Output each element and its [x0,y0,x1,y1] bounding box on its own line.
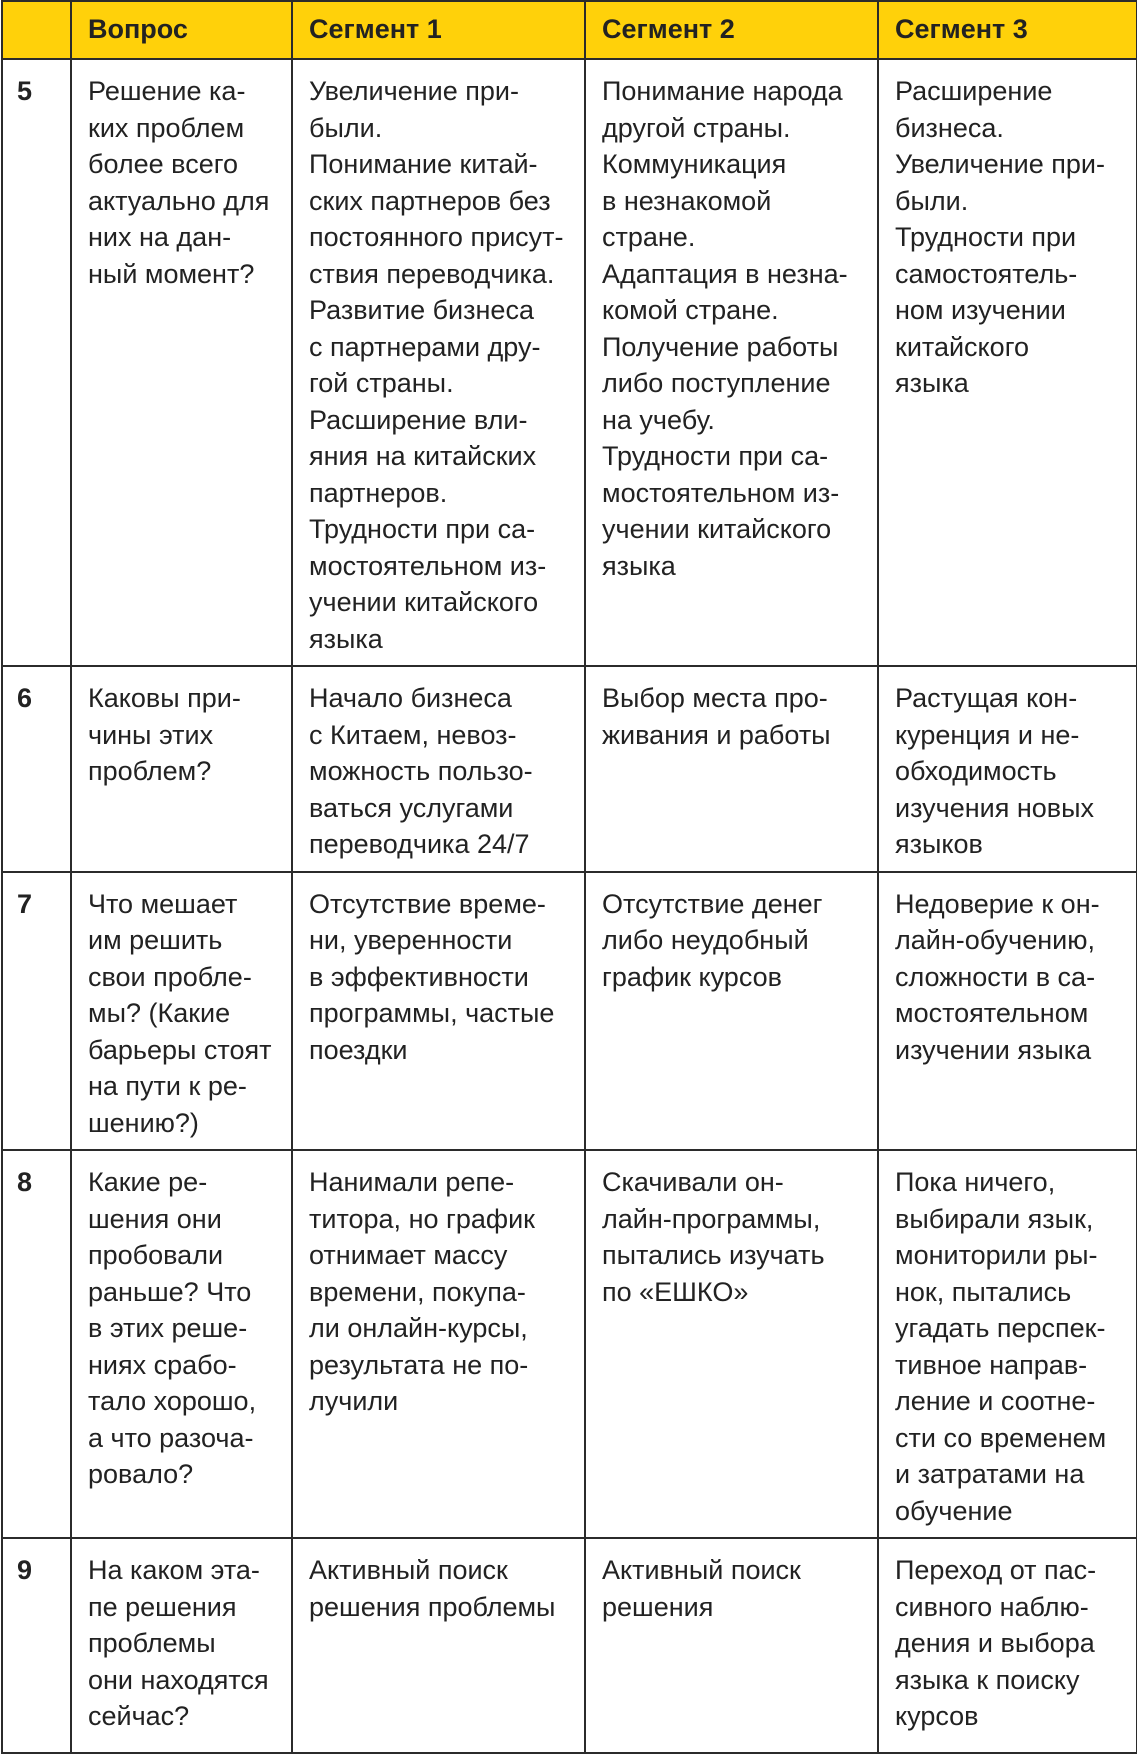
header-segment-2: Сегмент 2 [585,1,878,59]
segment-1-cell: Увеличение при- были. Понимание китай- ских партнеров без постоянного присут- ствия переводчика. Развитие бизнеса с партнерами дру- гой страны. Расширение вли- яния на китайских партнеров. Трудности при са- мостоятельном из- учении китайского языка [292,59,585,666]
row-number: 5 [2,59,71,666]
table-row [2,666,1137,872]
header-segment-1: Сегмент 1 [292,1,585,59]
segment-2-cell: Отсутствие денег либо неудобный график курсов [585,872,878,1151]
table-row [2,872,1137,1151]
segment-3-cell: Расширение бизнеса. Увеличение при- были. Трудности при самостоятель- ном изучении китайского языка [878,59,1137,666]
segment-2-cell: Активный поиск решения [585,1538,878,1753]
segment-1-cell: Начало бизнеса с Китаем, невоз- можность пользо- ваться услугами переводчика 24/7 [292,666,585,872]
table-row [2,1538,1137,1753]
segment-3-cell: Растущая кон- куренция и не- обходимость изучения новых языков [878,666,1137,872]
table-row [2,59,1137,666]
table-row [2,1150,1137,1538]
question-cell: Что мешает им решить свои пробле- мы? (Какие барьеры стоят на пути к ре- шению?) [71,872,292,1151]
segment-3-cell: Переход от пас- сивного наблю- дения и выбора языка к поиску курсов [878,1538,1137,1753]
header-number [2,1,71,59]
row-number: 9 [2,1538,71,1753]
segment-2-cell: Выбор места про- живания и работы [585,666,878,872]
table-header-row [2,1,1137,59]
header-question: Вопрос [71,1,292,59]
segment-1-cell: Нанимали репе- титора, но график отнимает массу времени, покупа- ли онлайн-курсы, результата не по- лучили [292,1150,585,1538]
header-segment-3: Сегмент 3 [878,1,1137,59]
segment-2-cell: Скачивали он- лайн-программы, пытались изучать по «ЕШКО» [585,1150,878,1538]
question-cell: Каковы при- чины этих проблем? [71,666,292,872]
segment-2-cell: Понимание народа другой страны. Коммуникация в незнакомой стране. Адаптация в незна- комой стране. Получение работы либо поступление на учебу. Трудности при са- мостоятельном из- учении китайского языка [585,59,878,666]
segment-1-cell: Активный поиск решения проблемы [292,1538,585,1753]
row-number: 8 [2,1150,71,1538]
segment-3-cell: Пока ничего, выбирали язык, мониторили ры- нок, пытались угадать перспек- тивное направ- ление и соотне- сти со временем и затратами на обучение [878,1150,1137,1538]
segment-table [1,0,1137,1754]
segment-1-cell: Отсутствие време- ни, уверенности в эффективности программы, частые поездки [292,872,585,1151]
segment-3-cell: Недоверие к он- лайн-обучению, сложности в са- мостоятельном изучении языка [878,872,1137,1151]
question-cell: На каком эта- пе решения проблемы они находятся сейчас? [71,1538,292,1753]
row-number: 7 [2,872,71,1151]
question-cell: Решение ка- ких проблем более всего актуально для них на дан- ный момент? [71,59,292,666]
question-cell: Какие ре- шения они пробовали раньше? Что в этих реше- ниях срабо- тало хорошо, а что разоча- ровало? [71,1150,292,1538]
row-number: 6 [2,666,71,872]
